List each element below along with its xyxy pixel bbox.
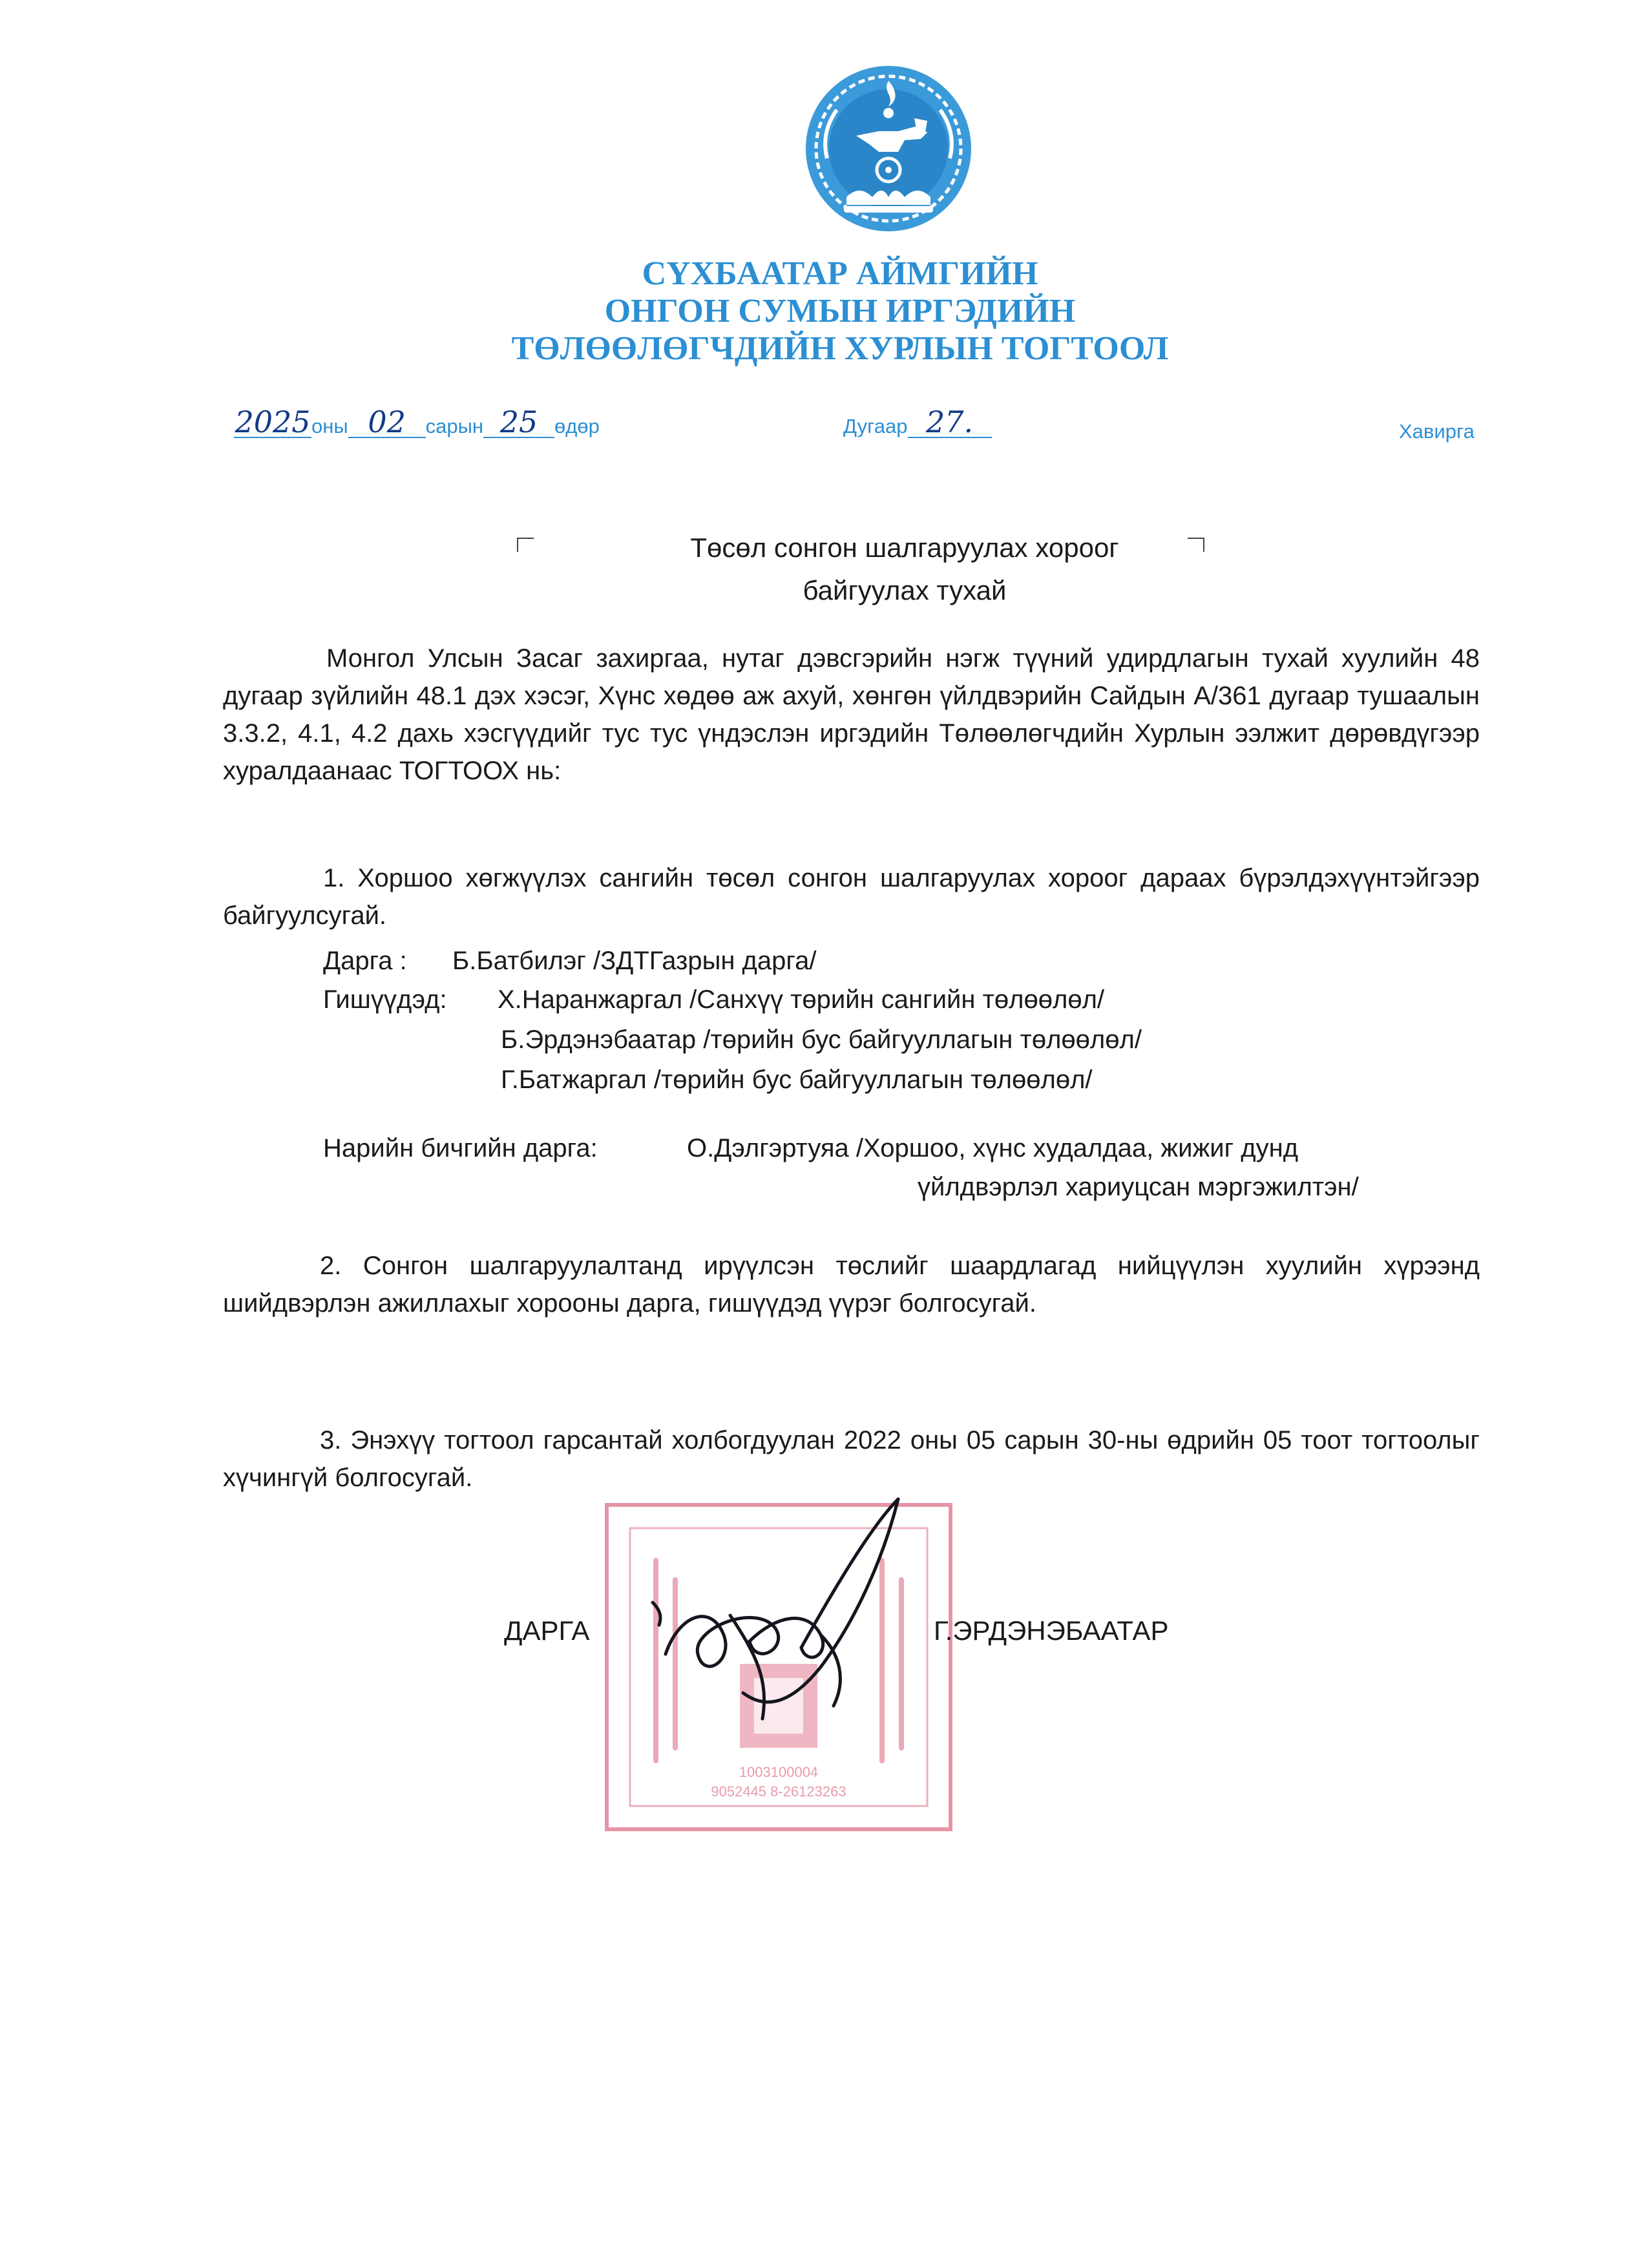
stamp-number-2: 9052445 8-26123263 — [711, 1783, 846, 1800]
stamp-number-1: 1003100004 — [739, 1764, 819, 1780]
document-subject — [517, 527, 1292, 612]
document-number: 27. — [908, 407, 992, 438]
date-month-label: сарын — [425, 415, 484, 437]
date-day-label: өдөр — [554, 415, 600, 437]
signatory-name: Г.ЭРДЭНЭБААТАР — [934, 1615, 1169, 1646]
member-item: Б.Эрдэнэбаатар /төрийн бус байгууллагын төлөөлөл/ — [501, 1025, 1142, 1054]
member-item: Г.Батжаргал /төрийн бус байгууллагын төлөөлөл/ — [501, 1066, 1093, 1094]
number-field — [843, 404, 992, 439]
date-field — [234, 404, 600, 439]
chair-label: Дарга : — [323, 947, 407, 975]
signatory-title: ДАРГА — [504, 1615, 590, 1646]
date-month: 02 — [348, 407, 426, 438]
members-label: Гишүүдэд: — [323, 985, 447, 1014]
preamble-paragraph: Монгол Улсын Засаг захиргаа, нутаг дэвсгэрийн нэгж түүний удирдлагын тухай хуулийн 48 дугаар зүйлийн 48.1 дэх хэсэг, Хүнс хөдөө аж ахуй, хөнгөн үйлдвэрийн Сайдын А/361 дугаар тушаалын 3.3.2, 4.1, 4.2 дахь хэсгүүдийг тус тус үндэслэн иргэдийн Төлөөлөгчдийн Хурлын ээлжит дөрөвдүгээр хуралдаанаас ТОГТООХ нь: — [223, 644, 1480, 785]
secretary-label: Нарийн бичгийн дарга: — [323, 1134, 598, 1162]
handwritten-signature — [627, 1486, 924, 1758]
subject-line-2: байгуулах тухай — [803, 575, 1007, 605]
state-emblem-icon — [801, 61, 976, 236]
number-label: Дугаар — [843, 415, 908, 437]
item-3-paragraph: 3. Энэхүү тогтоол гарсантай холбогдуулан 2022 оны 05 сарын 30-ны өдрийн 05 тоот тогтоолыг хүчингүй болгосугай. — [223, 1426, 1480, 1492]
secretary-continuation: үйлдвэрлэл хариуцсан мэргэжилтэн/ — [918, 1173, 1359, 1201]
heading-line-2: ОНГОН СУМЫН ИРГЭДИЙН — [604, 293, 1076, 330]
secretary-name: О.Дэлгэртуяа /Хоршоо, хүнс худалдаа, жижиг дунд — [687, 1134, 1299, 1162]
item-1-paragraph: 1. Хоршоо хөгжүүлэх сангийн төсөл сонгон шалгаруулах хороог дараах бүрэлдэхүүнтэйгээр байгуулсугай. — [223, 864, 1480, 930]
date-year: 2025 — [235, 404, 311, 439]
document-heading — [388, 255, 1292, 368]
item-2-paragraph: 2. Сонгон шалгаруулалтанд ирүүлсэн төслийг шаардлагад нийцүүлэн хуулийн хүрээнд шийдвэрлэн ажиллахыг хорооны дарга, гишүүдэд үүрэг болгосугай. — [223, 1252, 1480, 1318]
date-year-label: оны — [311, 415, 348, 437]
place-label: Хавирга — [1399, 420, 1475, 443]
subject-line-1: Төсөл сонгон шалгаруулах хороог — [690, 532, 1119, 563]
date-day: 25 — [483, 407, 554, 438]
member-item: Х.Наранжаргал /Санхүү төрийн сангийн төлөөлөл/ — [498, 985, 1105, 1014]
chair-name: Б.Батбилэг /ЗДТГазрын дарга/ — [452, 947, 817, 975]
heading-line-3: ТӨЛӨӨЛӨГЧДИЙН ХУРЛЫН ТОГТООЛ — [511, 330, 1169, 367]
heading-line-1: СҮХБААТАР АЙМГИЙН — [642, 255, 1038, 292]
